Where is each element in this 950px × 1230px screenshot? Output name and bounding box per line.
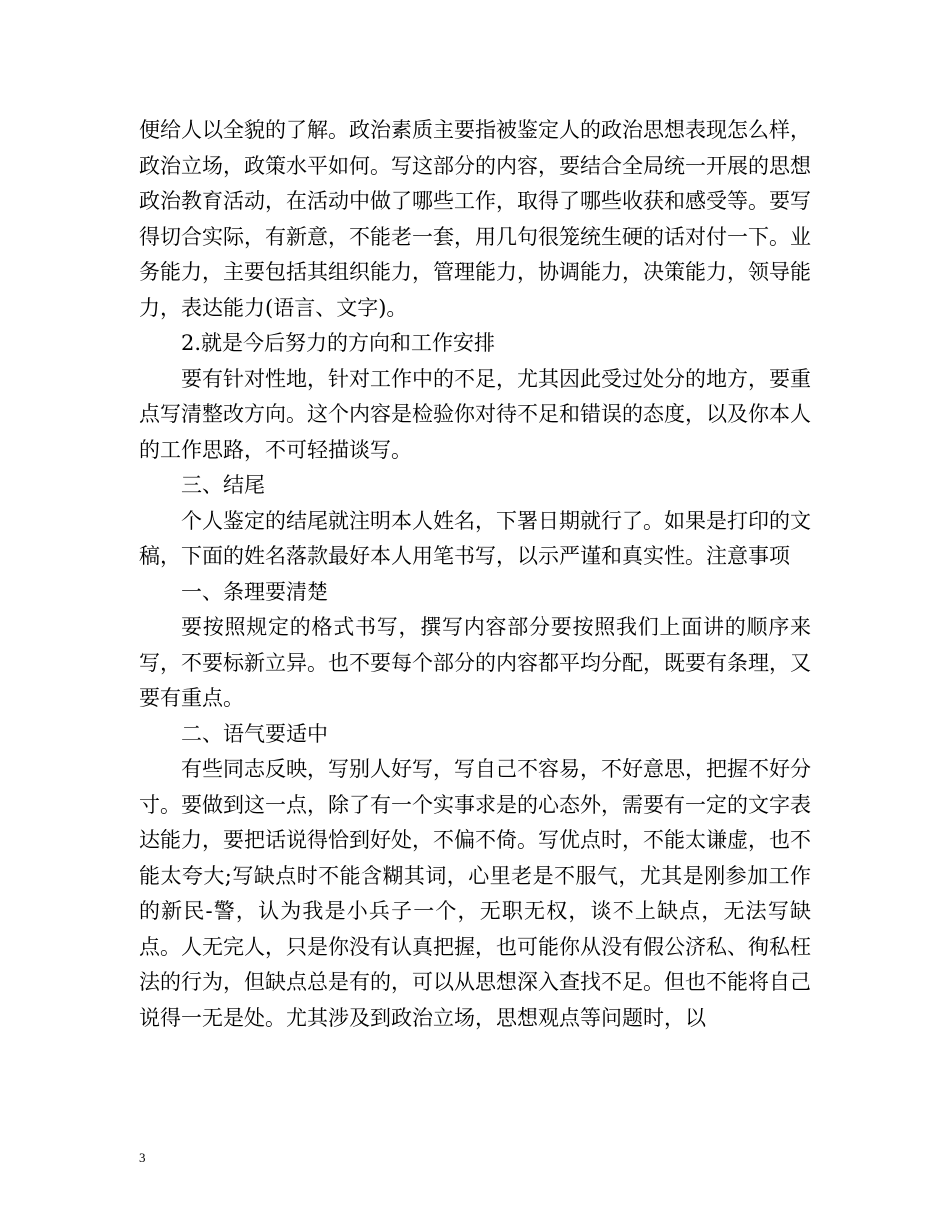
paragraph-qualities-intro: 便给人以全貌的了解。政治素质主要指被鉴定人的政治思想表现怎么样，政治立场，政策水平如何。写这部分的内容，要结合全局统一开展的思想政治教育活动，在活动中做了哪些工作，取得了哪些收获和感受等。要写得切合实际，有新意，不能老一套，用几句很笼统生硬的话对付一下。业务能力，主要包括其组织能力，管理能力，协调能力，决策能力，领导能力，表达能力(语言、文字)。 [139,118,811,320]
heading-ending: 三、结尾 [181,473,265,497]
heading-moderate-tone: 二、语气要适中 [181,721,328,746]
heading-future-direction: 2.就是今后努力的方向和工作安排 [181,331,496,355]
heading-clear-structure: 一、条理要清楚 [181,579,328,604]
paragraph-clear-structure: 要按照规定的格式书写，撰写内容部分要按照我们上面讲的顺序来写，不要标新立异。也不要每个部分的内容都平均分配，既要有条理，又要有重点。 [139,615,811,710]
paragraph-future-direction: 要有针对性地，针对工作中的不足，尤其因此受过处分的地方，要重点写清整改方向。这个内容是检验你对待不足和错误的态度，以及你本人的工作思路，不可轻描谈写。 [139,366,811,462]
paragraph-ending: 个人鉴定的结尾就注明本人姓名，下署日期就行了。如果是打印的文稿，下面的姓名落款最好本人用笔书写，以示严谨和真实性。注意事项 [139,508,811,568]
document-body [139,113,811,1036]
page-number: 3 [139,1150,146,1165]
paragraph-moderate-tone: 有些同志反映，写别人好写，写自己不容易，不好意思，把握不好分寸。要做到这一点，除了有一个实事求是的心态外，需要有一定的文字表达能力，要把话说得恰到好处，不偏不倚。写优点时，不能太谦虚，也不能太夸大;写缺点时不能含糊其词，心里老是不服气，尤其是刚参加工作的新民-警，认为我是小兵子一个，无职无权，谈不上缺点，无法写缺点。人无完人，只是你没有认真把握，也可能你从没有假公济私、徇私枉法的行为，但缺点总是有的，可以从思想深入查找不足。但也不能将自己说得一无是处。尤其涉及到政治立场，思想观点等问题时，以 [139,757,811,1030]
